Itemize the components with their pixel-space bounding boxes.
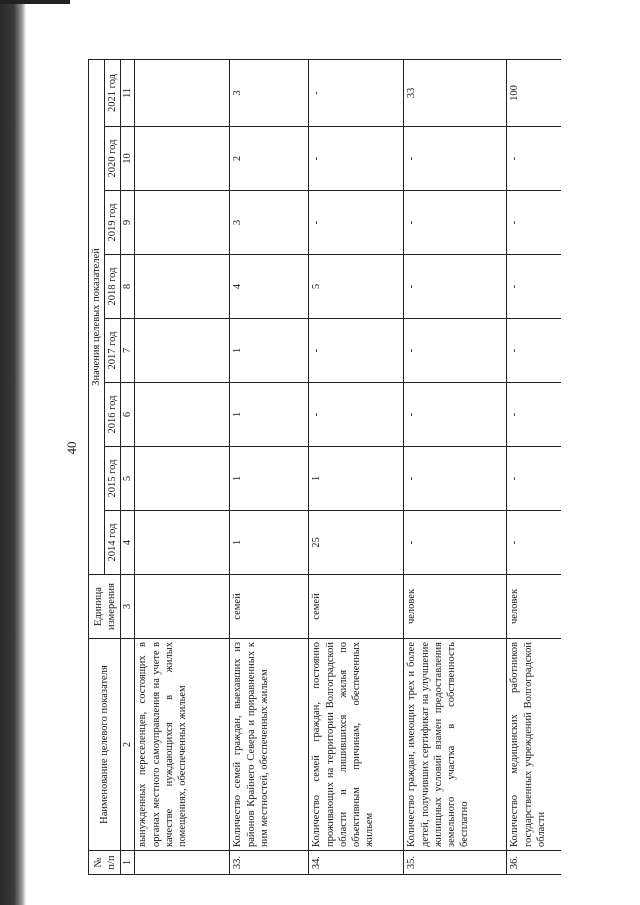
index-cell: 6 [121,383,135,447]
row-value: - [309,59,404,126]
row-value: - [507,255,562,319]
row-value [135,127,230,191]
index-cell: 5 [121,447,135,511]
row-value: 1 [230,383,309,447]
header-num: № п/п [89,851,121,875]
row-value [135,447,230,511]
index-cell: 11 [121,59,135,126]
index-cell: 2 [121,639,135,851]
row-value: - [507,447,562,511]
row-name: вынужденных переселенцев, состоящих в органах местного самоуправления на учете в качестве нуждающихся в жилых помещениях, обеспеченных жильем [135,639,230,851]
row-value: 1 [230,447,309,511]
header-year: 2017 год [105,319,121,383]
row-value: - [404,191,507,255]
header-year: 2018 год [105,255,121,319]
row-value: - [404,319,507,383]
row-value: 25 [309,511,404,575]
page-number: 40 [64,441,79,455]
row-num: 33. [230,851,309,875]
row-unit: человек [404,575,507,639]
row-value [135,59,230,126]
table-row [309,59,404,874]
scan-edge-left [0,0,26,905]
index-cell: 1 [121,851,135,875]
row-value [135,255,230,319]
row-value [135,319,230,383]
header-year: 2020 год [105,127,121,191]
index-cell: 10 [121,127,135,191]
row-name: Количество медицинских работников государственных учреждений Волгоградской области [507,639,562,851]
row-value: - [309,319,404,383]
row-value: - [404,255,507,319]
row-value [135,191,230,255]
row-unit: семей [230,575,309,639]
row-num: 35. [404,851,507,875]
row-name: Количество граждан, имеющих трех и более детей, получивших сертификат на улучшение жилищных условий взамен предоставления земельного участка в собственность бесплатно [404,639,507,851]
row-value: - [507,319,562,383]
indicators-table [88,59,561,875]
row-value: 3 [230,59,309,126]
rotated-page-content [88,60,613,875]
row-num: 36. [507,851,562,875]
row-value: - [309,127,404,191]
index-cell: 9 [121,191,135,255]
row-value: - [309,191,404,255]
row-value: 1 [230,511,309,575]
index-cell: 8 [121,255,135,319]
header-unit: Единица измерения [89,575,121,639]
scan-edge-top [0,0,70,4]
row-unit: семей [309,575,404,639]
row-value: - [404,127,507,191]
row-name: Количество семей граждан, постоянно проживающих на территории Волгоградской области и лишившихся жилья по объективным причинам, обеспеченных жильем [309,639,404,851]
row-value: 100 [507,59,562,126]
index-cell: 3 [121,575,135,639]
header-name: Наименование целевого показателя [89,639,121,851]
row-value: 33 [404,59,507,126]
row-num [135,851,230,875]
table-row [230,59,309,874]
row-name: Количество семей граждан, выехавших из районов Крайнего Севера и приравненных к ним местностей, обеспеченных жильем [230,639,309,851]
header-year: 2019 год [105,191,121,255]
row-value: - [507,191,562,255]
index-cell: 7 [121,319,135,383]
row-value: 1 [309,447,404,511]
row-value: 1 [230,319,309,383]
row-num: 34. [309,851,404,875]
table-row [135,59,230,874]
row-value: - [507,383,562,447]
row-value: 3 [230,191,309,255]
row-value: - [507,511,562,575]
header-year: 2014 год [105,511,121,575]
row-value: 2 [230,127,309,191]
row-value: - [404,383,507,447]
row-value: 5 [309,255,404,319]
row-value: 4 [230,255,309,319]
table-row [507,59,562,874]
header-year: 2021 год [105,59,121,126]
row-value: - [309,383,404,447]
column-index-row [121,59,135,874]
row-unit [135,575,230,639]
row-value [135,511,230,575]
row-value: - [404,447,507,511]
header-year: 2016 год [105,383,121,447]
row-value: - [507,127,562,191]
row-value: - [404,511,507,575]
header-year: 2015 год [105,447,121,511]
row-unit: человек [507,575,562,639]
index-cell: 4 [121,511,135,575]
table-row [404,59,507,874]
header-values-group: Значения целевых показателей [89,59,105,574]
row-value [135,383,230,447]
